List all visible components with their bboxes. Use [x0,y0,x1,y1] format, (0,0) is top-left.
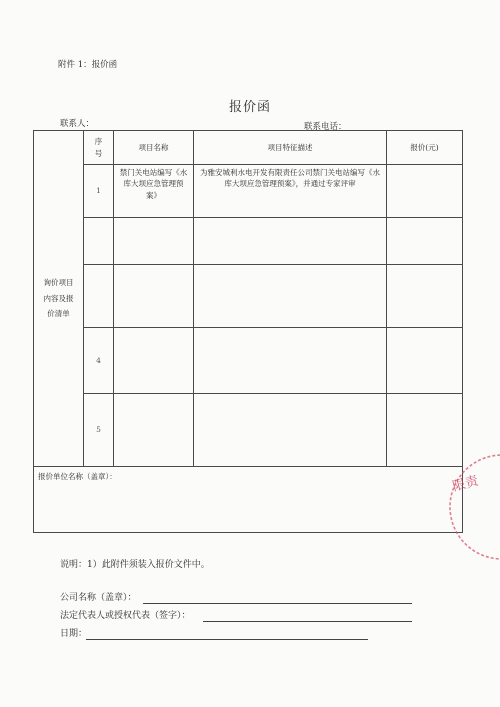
sign-label: 报价单位名称（盖章）： [34,467,463,533]
quote-table [33,130,463,533]
sign-row [34,467,463,533]
header-seq: 序号 [84,131,114,165]
note: 说明：1）此附件须装入报价文件中。 [60,560,210,570]
header-desc: 项目特征描述 [194,131,387,165]
page-title: 报价函 [228,100,271,115]
row-seq: 4 [84,328,114,394]
row-price [387,165,463,218]
row-name: 禁门关电站编写《水库大坝应急管理预案》 [114,165,194,218]
row-seq [84,218,114,265]
rep-label: 法定代表人或授权代表（签字）： [60,611,191,621]
company-seal [447,432,500,582]
header-price: 报价(元) [387,131,463,165]
table-row [34,218,463,265]
table-row [34,328,463,394]
row-desc: 为雅安城利水电开发有限责任公司禁门关电站编写《水库大坝应急管理预案》，并通过专家评审 [194,165,387,218]
row-price [387,328,463,394]
company-label: 公司名称（盖章）： [60,593,137,603]
table-row [34,394,463,467]
table-header-row [34,131,463,165]
row-seq: 5 [84,394,114,467]
date-line[interactable] [86,639,368,640]
seal-text: 限责 [451,473,481,495]
row-seq: 1 [84,165,114,218]
row-name [114,265,194,328]
table-row [34,265,463,328]
row-price [387,218,463,265]
side-label: 询价项目内容及报价清单 [34,131,84,467]
company-line[interactable] [143,603,412,604]
row-name [114,394,194,467]
row-name [114,218,194,265]
contact-person-label: 联系人： [60,119,95,129]
date-label: 日期： [60,629,88,639]
row-desc [194,265,387,328]
row-name [114,328,194,394]
header-name: 项目名称 [114,131,194,165]
row-desc [194,218,387,265]
row-seq [84,265,114,328]
row-desc [194,328,387,394]
row-price [387,265,463,328]
contact-phone-label: 联系电话： [304,122,347,132]
rep-signature-line[interactable] [203,621,412,622]
row-desc [194,394,387,467]
attachment-label: 附件 1：报价函 [58,60,118,70]
table-row [34,165,463,218]
